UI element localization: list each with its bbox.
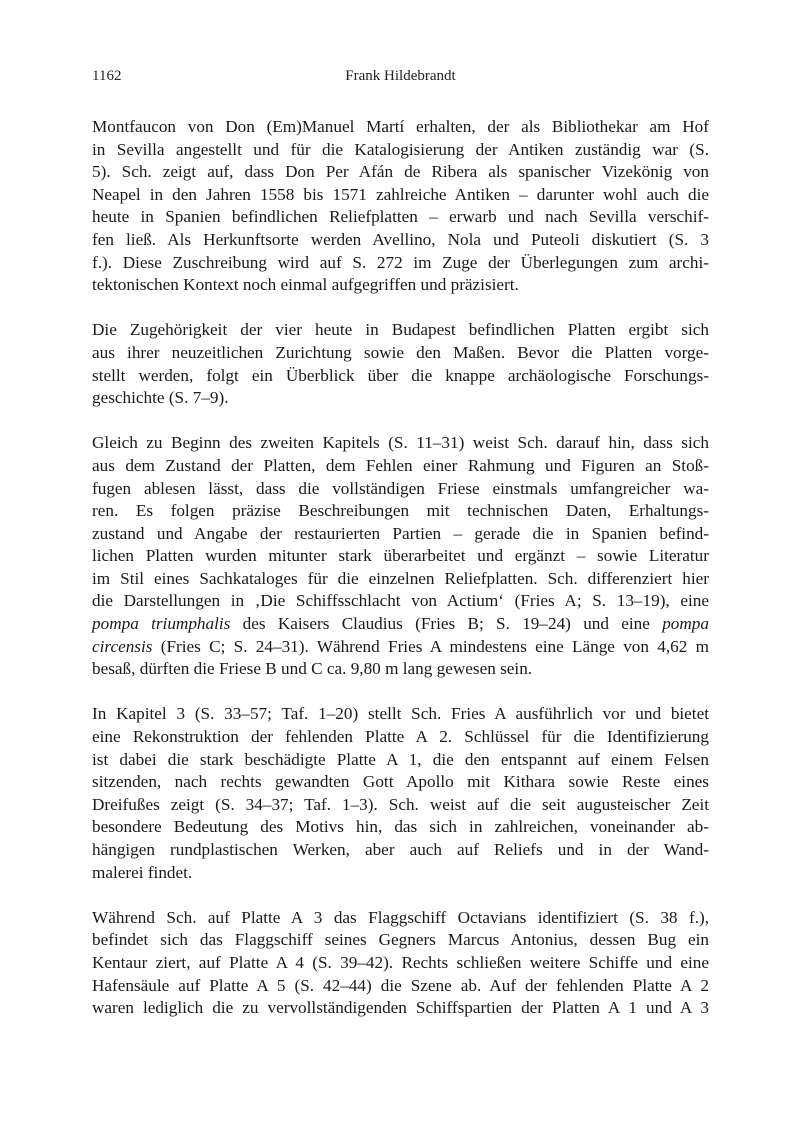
text-line: aus ihrer neuzeitlichen Zurichtung sowie den Maßen. Bevor die Platten vorge- bbox=[92, 342, 709, 362]
text-line: tektonischen Kontext noch einmal aufgegriffen und präzisiert. bbox=[92, 275, 519, 295]
running-head-author: Frank Hildebrandt bbox=[345, 68, 456, 84]
text-line: befindet sich das Flaggschiff seines Gegners Marcus Antonius, dessen Bug ein bbox=[92, 930, 709, 950]
text-line: in Sevilla angestellt und für die Katalogisierung der Antiken zuständig war (S. bbox=[92, 139, 709, 159]
text-line: waren lediglich die zu vervollständigenden Schiffspartien der Platten A 1 und A 3 bbox=[92, 998, 709, 1018]
text-line: heute in Spanien befindlichen Reliefplatten – erwarb und nach Sevilla verschif- bbox=[92, 207, 709, 227]
text-line: pompa triumphalis des Kaisers Claudius (Fries B; S. 19–24) und eine pompa bbox=[92, 614, 709, 634]
text-line: sitzenden, nach rechts gewandten Gott Apollo mit Kithara sowie Reste eines bbox=[92, 772, 709, 792]
text-line: geschichte (S. 7–9). bbox=[92, 388, 229, 408]
body-text bbox=[92, 116, 709, 1042]
running-header bbox=[92, 68, 709, 90]
text-line: Montfaucon von Don (Em)Manuel Martí erhalten, der als Bibliothekar am Hof bbox=[92, 117, 709, 136]
text-line: ren. Es folgen präzise Beschreibungen mit technischen Daten, Erhaltungs- bbox=[92, 501, 709, 521]
text-line: Während Sch. auf Platte A 3 das Flaggschiff Octavians identifiziert (S. 38 f.), bbox=[92, 907, 709, 927]
text-line: Gleich zu Beginn des zweiten Kapitels (S. 11–31) weist Sch. darauf hin, dass sich bbox=[92, 433, 709, 453]
italic-term: circensis bbox=[92, 636, 153, 656]
text-line: In Kapitel 3 (S. 33–57; Taf. 1–20) stellt Sch. Fries A ausführlich vor und bietet bbox=[92, 704, 709, 724]
page-number: 1162 bbox=[92, 68, 122, 84]
text-line: besondere Bedeutung des Motivs hin, das sich in zahlreichen, voneinander ab- bbox=[92, 817, 709, 837]
text-line: hängigen rundplastischen Werken, aber auch auf Reliefs und in der Wand- bbox=[92, 840, 709, 859]
text-line: Kentaur ziert, auf Platte A 4 (S. 39–42). Rechts schließen weitere Schiffe und eine bbox=[92, 952, 709, 972]
text-line: aus dem Zustand der Platten, dem Fehlen einer Rahmung und Figuren an Stoß- bbox=[92, 455, 709, 475]
paragraph-1 bbox=[92, 116, 709, 297]
text-line: zustand und Angabe der restaurierten Partien – gerade die in Spanien befind- bbox=[92, 523, 709, 543]
italic-term: pompa bbox=[662, 614, 709, 634]
text-line: fen ließ. Als Herkunftsorte werden Avellino, Nola und Puteoli diskutiert (S. 3 bbox=[92, 229, 709, 249]
text-line: circensis (Fries C; S. 24–31). Während Fries A mindestens eine Länge von 4,62 m bbox=[92, 636, 709, 656]
paragraph-3 bbox=[92, 432, 709, 681]
text-line: besaß, dürften die Friese B und C ca. 9,80 m lang gewesen sein. bbox=[92, 659, 533, 679]
text-line: stellt werden, folgt ein Überblick über die knappe archäologische Forschungs- bbox=[92, 365, 709, 385]
text-line: lichen Platten wurden mitunter stark überarbeitet und ergänzt – sowie Literatur bbox=[92, 546, 709, 566]
paragraph-5 bbox=[92, 907, 709, 1020]
text-line: f.). Diese Zuschreibung wird auf S. 272 im Zuge der Überlegungen zum archi- bbox=[92, 252, 709, 272]
text-line: malerei findet. bbox=[92, 862, 193, 882]
paragraph-2 bbox=[92, 319, 709, 409]
text-line: ist dabei die stark beschädigte Platte A 1, die den entspannt auf einem Felsen bbox=[92, 749, 709, 769]
text-line: Hafensäule auf Platte A 5 (S. 42–44) die Szene ab. Auf der fehlenden Platte A 2 bbox=[92, 975, 709, 995]
text-line: Dreifußes zeigt (S. 34–37; Taf. 1–3). Sch. weist auf die seit augusteischer Zeit bbox=[92, 794, 709, 814]
text-line: Neapel in den Jahren 1558 bis 1571 zahlreiche Antiken – darunter wohl auch die bbox=[92, 184, 709, 204]
text-line: Die Zugehörigkeit der vier heute in Budapest befindlichen Platten ergibt sich bbox=[92, 320, 709, 340]
text-line: 5). Sch. zeigt auf, dass Don Per Afán de Ribera als spanischer Vizekönig von bbox=[92, 162, 709, 182]
text-line: fugen ablesen lässt, dass die vollständigen Friese einstmals umfangreicher wa- bbox=[92, 478, 709, 498]
text-line: im Stil eines Sachkataloges für die einzelnen Reliefplatten. Sch. differenziert hier bbox=[92, 568, 709, 588]
text-line: die Darstellungen in ‚Die Schiffsschlacht von Actium‘ (Fries A; S. 13–19), eine bbox=[92, 591, 709, 611]
text-line: eine Rekonstruktion der fehlenden Platte A 2. Schlüssel für die Identifizierung bbox=[92, 727, 709, 747]
italic-term: pompa triumphalis bbox=[92, 614, 231, 634]
paragraph-4 bbox=[92, 703, 709, 884]
